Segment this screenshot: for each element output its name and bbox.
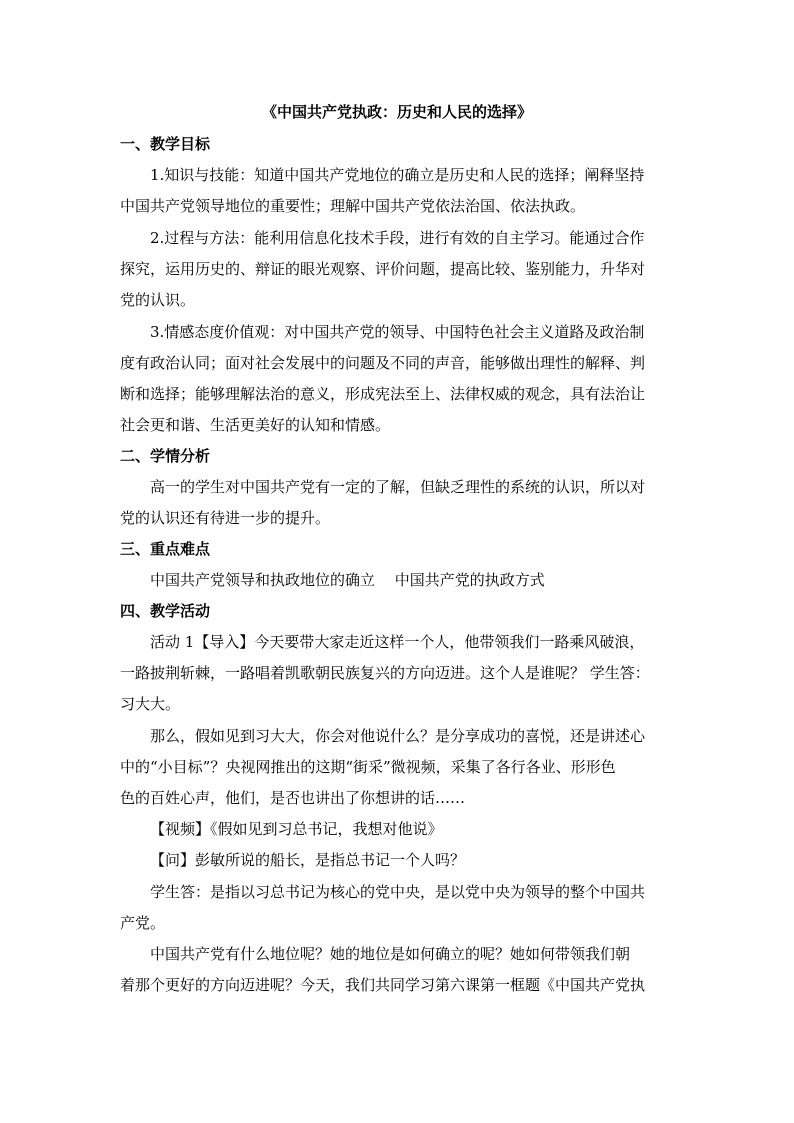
paragraph-line: 那么，假如见到习大大，你会对他说什么？是分享成功的喜悦，还是讲述心	[150, 727, 646, 745]
paragraph-line: 【问】彭敏所说的船长，是指总书记一个人吗？	[150, 851, 466, 869]
paragraph-line: 度有政治认同；面对社会发展中的问题及不同的声音，能够做出理性的解释、判	[120, 354, 646, 372]
paragraph-line: 着那个更好的方向迈进呢？今天，我们共同学习第六课第一框题《中国共产党执	[120, 976, 646, 994]
paragraph-line: 高一的学生对中国共产党有一定的了解，但缺乏理性的系统的认识，所以对	[150, 478, 646, 496]
paragraph-line: 活动 1【导入】今天要带大家走近这样一个人，他带领我们一路乘风破浪，	[150, 633, 645, 651]
paragraph-line: 探究，运用历史的、辩证的眼光观察、评价问题，提高比较、鉴别能力，升华对	[120, 260, 646, 278]
paragraph-line: 习大大。	[120, 695, 181, 713]
paragraph-line: 党的认识还有待进一步的提升。	[120, 509, 331, 527]
paragraph-line: 中国共产党有什么地位呢？她的地位是如何确立的呢？她如何带领我们朝	[150, 945, 631, 963]
paragraph-line: 党的认识。	[120, 291, 196, 309]
paragraph-line: 色的百姓心声，他们，是否也讲出了你想讲的话……	[120, 789, 466, 807]
section-heading-teaching-activities: 四、教学活动	[120, 602, 211, 620]
paragraph-line: 学生答：是指以习总书记为核心的党中央，是以党中央为领导的整个中国共	[150, 883, 646, 901]
section-heading-teaching-goals: 一、教学目标	[120, 135, 211, 153]
section-heading-student-analysis: 二、学情分析	[120, 447, 211, 465]
paragraph-line: 一路披荆斩棘，一路唱着凯歌朝民族复兴的方向迈进。这个人是谁呢？ 学生答：	[120, 664, 650, 682]
paragraph-line: 断和选择；能够理解法治的意义，形成宪法至上、法律权威的观念，具有法治让	[120, 385, 646, 403]
section-heading-key-points: 三、重点难点	[120, 540, 211, 558]
paragraph-line: 3.情感态度价值观：对中国共产党的领导、中国特色社会主义道路及政治制	[150, 323, 645, 341]
document-title: 《中国共产党执政：历史和人民的选择》	[261, 103, 532, 121]
paragraph-line: 社会更和谐、生活更美好的认知和情感。	[120, 416, 391, 434]
paragraph-line: 【视频】《假如见到习总书记，我想对他说》	[150, 820, 443, 838]
paragraph-line: 产党。	[120, 914, 166, 932]
paragraph-line: 中国共产党领导地位的重要性；理解中国共产党依法治国、依法执政。	[120, 197, 586, 215]
paragraph-line: 2.过程与方法：能利用信息化技术手段，进行有效的自主学习。能通过合作	[150, 229, 645, 247]
paragraph-line: 中国共产党领导和执政地位的确立 中国共产党的执政方式	[150, 571, 545, 589]
paragraph-line: 中的“小目标”？央视网推出的这期“街采”微视频，采集了各行各业、形形色	[120, 758, 616, 776]
paragraph-line: 1.知识与技能：知道中国共产党地位的确立是历史和人民的选择；阐释坚持	[150, 166, 645, 184]
